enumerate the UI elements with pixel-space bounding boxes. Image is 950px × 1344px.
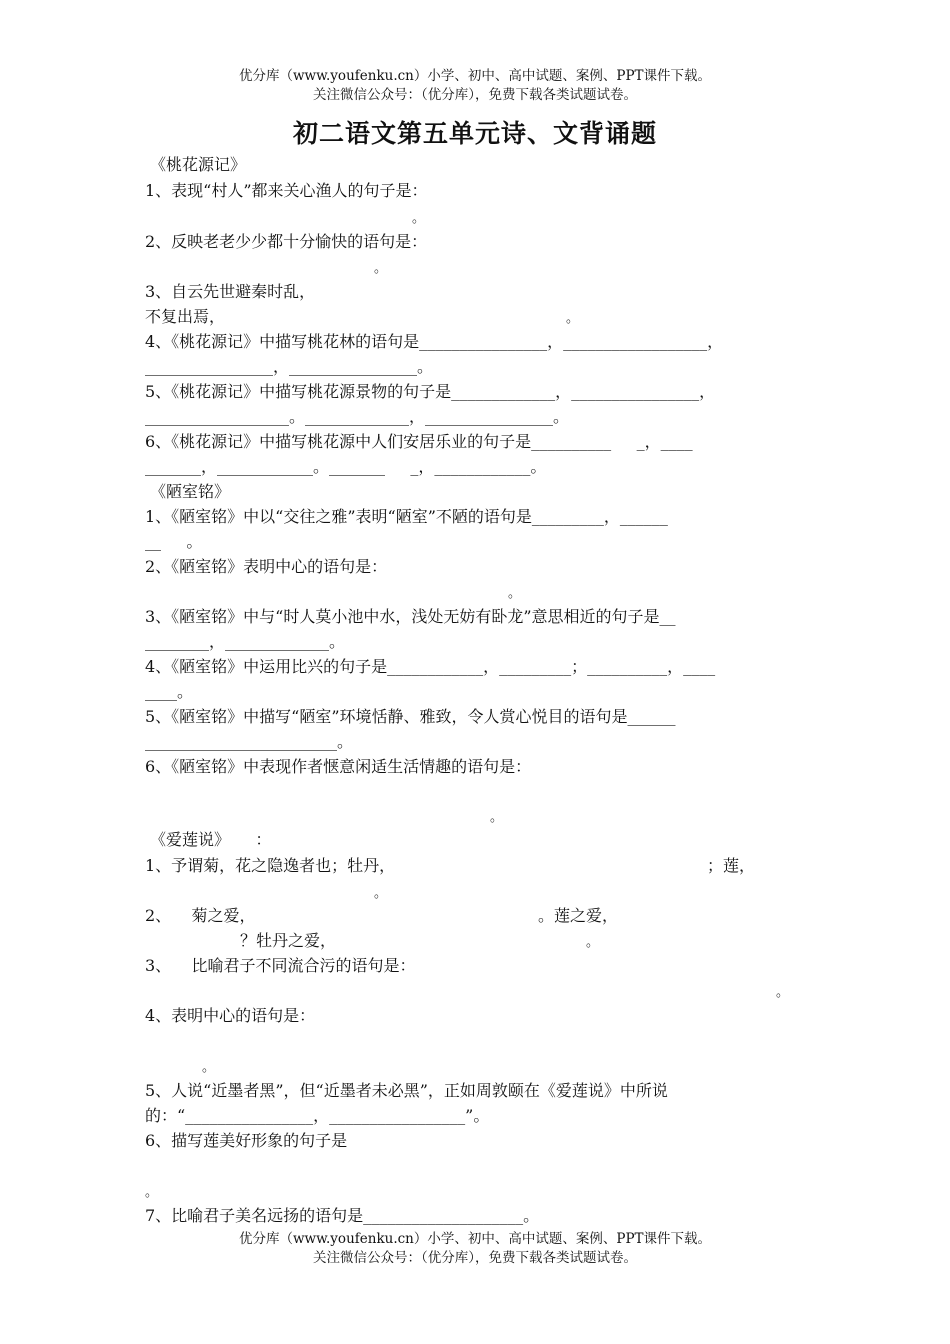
s2-question-1-line-2: __ 。 xyxy=(145,532,203,551)
s3-question-4: 4、表明中心的语句是： xyxy=(145,1006,316,1025)
s3-question-5-line-2: 的：“________________，_________________”。 xyxy=(145,1106,490,1125)
answer-period: 。 xyxy=(508,586,522,601)
s1-question-4-line-1: 4、《桃花源记》中描写桃花林的语句是________________，__________________， xyxy=(145,332,724,351)
s2-question-6: 6、《陋室铭》中表现作者惬意闲适生活情趣的语句是： xyxy=(145,757,532,776)
s3-question-1-tail: ；莲， xyxy=(707,856,756,875)
header-line-2: 关注微信公众号：（优分库），免费下载各类试题试卷。 xyxy=(313,87,637,103)
s1-question-5-line-1: 5、《桃花源记》中描写桃花源景物的句子是_____________，________________， xyxy=(145,382,716,401)
s1-question-2: 2、反映老老少少都十分愉快的语句是： xyxy=(145,232,428,251)
footer-line-2: 关注微信公众号：（优分库），免费下载各类试题试卷。 xyxy=(313,1250,637,1266)
s2-question-4-line-2: ____。 xyxy=(145,682,194,701)
answer-period: 。 xyxy=(374,886,388,901)
s2-question-2: 2、《陋室铭》表明中心的语句是： xyxy=(145,557,388,576)
s1-question-6-line-2: _______，____________。_______ _，____________。 xyxy=(145,457,547,476)
s3-question-7: 7、比喻君子美名远扬的语句是____________________。 xyxy=(145,1206,540,1225)
s1-question-4-line-2: ________________，________________。 xyxy=(145,357,434,376)
s2-question-5-line-1: 5、《陋室铭》中描写“陋室”环境恬静、雅致，令人赏心悦目的语句是______ xyxy=(145,707,676,726)
s1-question-3-line-2: 不复出焉， xyxy=(145,307,226,326)
s2-question-4-line-1: 4、《陋室铭》中运用比兴的句子是____________，_________；__________，____ xyxy=(145,657,716,676)
s1-question-3-line-1: 3、自云先世避秦时乱， xyxy=(145,282,316,301)
answer-period: 。 xyxy=(586,935,600,950)
s1-question-5-line-2: __________________。_____________，________________。 xyxy=(145,407,570,426)
answer-period: 。 xyxy=(374,261,388,276)
s1-question-1: 1、表现“村人”都来关心渔人的句子是： xyxy=(145,181,428,200)
s3-question-3: 3、 比喻君子不同流合污的语句是： xyxy=(145,956,416,975)
s3-question-1: 1、予谓菊，花之隐逸者也；牡丹， xyxy=(145,856,396,875)
answer-period: 。 xyxy=(412,211,426,226)
s2-question-5-line-2: ________________________。 xyxy=(145,732,354,751)
answer-period: 。 xyxy=(145,1185,159,1200)
page-title: 初二语文第五单元诗、文背诵题 xyxy=(292,119,657,148)
s3-question-6: 6、描写莲美好形象的句子是 xyxy=(145,1131,348,1150)
answer-period: 。 xyxy=(776,985,790,1000)
footer-line-1: 优分库（www.youfenku.cn）小学、初中、高中试题、案例、PPT课件下载。 xyxy=(238,1231,712,1247)
s1-question-6-line-1: 6、《桃花源记》中描写桃花源中人们安居乐业的句子是__________ _，____ xyxy=(145,432,693,451)
s3-question-2-line-2: ？牡丹之爱， xyxy=(240,931,337,950)
s2-question-3-line-2: ________，_____________。 xyxy=(145,632,346,651)
s2-question-3-line-1: 3、《陋室铭》中与“时人莫小池中水，浅处无妨有卧龙”意思相近的句子是__ xyxy=(145,607,676,626)
header-line-1: 优分库（www.youfenku.cn）小学、初中、高中试题、案例、PPT课件下载。 xyxy=(238,68,712,84)
s2-question-1-line-1: 1、《陋室铭》中以“交往之雅”表明“陋室”不陋的语句是_________，______ xyxy=(145,507,668,526)
s3-question-2-mid: 。莲之爱， xyxy=(538,906,619,925)
section-heading-ailianshuo: 《爱莲说》 ： xyxy=(150,830,272,849)
section-heading-taohuayuanji: 《桃花源记》 xyxy=(150,155,247,174)
answer-period: 。 xyxy=(202,1060,216,1075)
answer-period: 。 xyxy=(566,311,580,326)
answer-period: 。 xyxy=(490,810,504,825)
s3-question-5-line-1: 5、人说“近墨者黑”，但“近墨者未必黑”，正如周敦颐在《爱莲说》中所说 xyxy=(145,1081,668,1100)
s3-question-2: 2、 菊之爱， xyxy=(145,906,256,925)
section-heading-loushiming: 《陋室铭》 xyxy=(150,482,231,501)
